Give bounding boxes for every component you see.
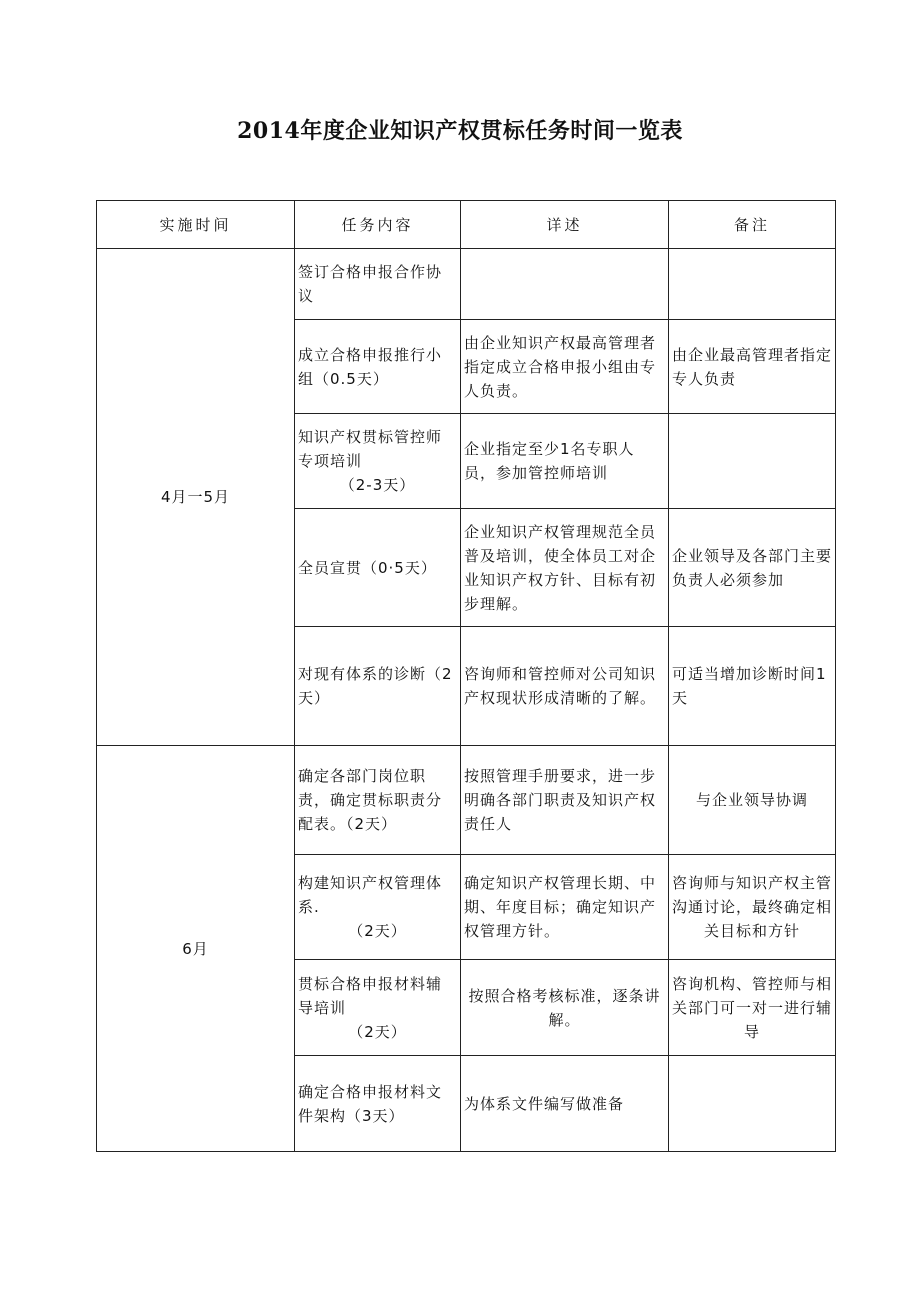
detail-cell: 为体系文件编写做准备 <box>461 1056 669 1152</box>
header-period: 实施时间 <box>97 201 295 249</box>
period-cell: 4月一5月 <box>97 249 295 746</box>
task-duration: （2-3天） <box>339 476 416 494</box>
task-duration: （2天） <box>348 922 407 940</box>
task-text: 知识产权贯标管控师专项培训 <box>298 428 443 470</box>
page-title: 2014年度企业知识产权贯标任务时间一览表 <box>237 118 683 144</box>
remark-cell: 咨询机构、管控师与相关部门可一对一进行辅导 <box>669 960 836 1056</box>
header-row <box>97 201 836 249</box>
remark-cell: 由企业最高管理者指定专人负责 <box>669 320 836 414</box>
task-text: 构建知识产权管理体系. <box>298 874 443 916</box>
task-text: 贯标合格申报材料辅导培训 <box>298 974 443 1017</box>
remark-cell <box>669 414 836 509</box>
remark-cell: 咨询师与知识产权主管沟通讨论，最终确定相关目标和方针 <box>669 855 836 960</box>
detail-cell: 确定知识产权管理长期、中期、年度目标；确定知识产权管理方针。 <box>461 855 669 960</box>
detail-cell: 按照管理手册要求，进一步明确各部门职责及知识产权责任人 <box>461 746 669 855</box>
detail-cell: 按照合格考核标准，逐条讲解。 <box>461 960 669 1056</box>
task-cell <box>295 960 461 1056</box>
remark-cell: 可适当增加诊断时间1天 <box>669 627 836 746</box>
table-row <box>97 746 836 855</box>
header-remark: 备注 <box>669 201 836 249</box>
task-cell <box>295 855 461 960</box>
task-cell: 全员宣贯（0·5天） <box>295 509 461 627</box>
task-cell <box>295 414 461 509</box>
task-cell: 成立合格申报推行小组（0.5天） <box>295 320 461 414</box>
table-row <box>97 249 836 320</box>
detail-cell <box>461 249 669 320</box>
task-cell: 对现有体系的诊断（2天） <box>295 627 461 746</box>
detail-cell: 企业知识产权管理规范全员普及培训，使全体员工对企业知识产权方针、目标有初步理解。 <box>461 509 669 627</box>
task-cell: 确定合格申报材料文件架构（3天） <box>295 1056 461 1152</box>
header-detail: 详述 <box>461 201 669 249</box>
detail-cell: 咨询师和管控师对公司知识产权现状形成清晰的了解。 <box>461 627 669 746</box>
header-task: 任务内容 <box>295 201 461 249</box>
task-schedule-table <box>96 200 836 1152</box>
task-cell: 确定各部门岗位职责，确定贯标职责分配表。（2天） <box>295 746 461 855</box>
task-cell: 签订合格申报合作协议 <box>295 249 461 320</box>
detail-cell: 由企业知识产权最高管理者指定成立合格申报小组由专人负责。 <box>461 320 669 414</box>
detail-cell: 企业指定至少1名专职人员，参加管控师培训 <box>461 414 669 509</box>
remark-cell: 企业领导及各部门主要负责人必须参加 <box>669 509 836 627</box>
remark-cell <box>669 249 836 320</box>
task-duration: （2天） <box>348 1022 407 1041</box>
period-cell: 6月 <box>97 746 295 1152</box>
remark-cell: 与企业领导协调 <box>669 746 836 855</box>
remark-cell <box>669 1056 836 1152</box>
